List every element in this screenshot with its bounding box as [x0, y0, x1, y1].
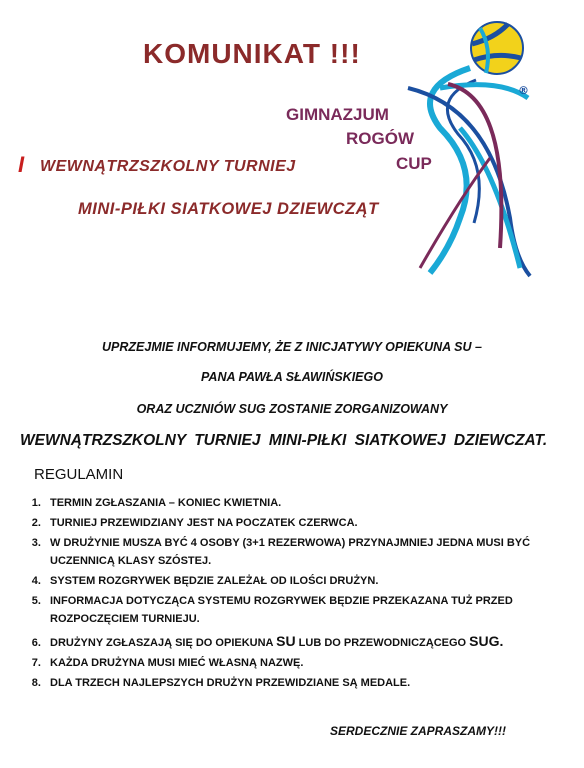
intro-line2: PANA PAWŁA SŁAWIŃSKIEGO: [201, 370, 383, 384]
logo-line-cup: CUP: [396, 154, 432, 173]
rules-list: [18, 494, 584, 694]
registered-mark: ®: [518, 84, 529, 97]
rule6-part-c: LUB DO PRZEWODNICZĄCEGO: [298, 637, 467, 649]
rule-item: 7. KAŻDA DRUŻYNA MUSI MIEĆ WŁASNĄ NAZWĘ.: [44, 654, 584, 672]
intro-line3: ORAZ UCZNIÓW SUG ZOSTANIE ZORGANIZOWANY: [136, 402, 448, 416]
closing-invitation: SERDECZNIE ZAPRASZAMY!!!: [330, 724, 506, 738]
rule-item: 8. DLA TRZECH NAJLEPSZYCH DRUŻYN PRZEWIDZIANE SĄ MEDALE.: [44, 674, 584, 692]
regulamin-heading: REGULAMIN: [34, 466, 124, 483]
logo-line-rogow: ROGÓW: [346, 129, 414, 148]
event-title-line2: MINI-PIŁKI SIATKOWEJ DZIEWCZĄT: [78, 200, 379, 218]
rule-item: 5. INFORMACJA DOTYCZĄCA SYSTEMU ROZGRYWEK BĘDZIE PRZEKAZANA TUŻ PRZED ROZPOCZĘCIEM TURNIEJU.: [44, 592, 584, 628]
page-title: KOMUNIKAT !!!: [143, 38, 361, 69]
rule-item: 4. SYSTEM ROZGRYWEK BĘDZIE ZALEŻAŁ OD ILOŚCI DRUŻYN.: [44, 572, 584, 590]
rule-item: 3. W DRUŻYNIE MUSZA BYĆ 4 OSOBY (3+1 REZERWOWA) PRZYNAJMNIEJ JEDNA MUSI BYĆ UCZENNICĄ KLASY SZÓSTEJ.: [44, 534, 584, 570]
rule-item: [44, 632, 584, 652]
rule6-part-b: SU: [276, 633, 296, 649]
event-title-line1: WEWNĄTRZSZKOLNY TURNIEJ: [40, 158, 296, 175]
rule-item: 2. TURNIEJ PRZEWIDZIANY JEST NA POCZATEK CZERWCA.: [44, 514, 584, 532]
rule-item: 1. TERMIN ZGŁASZANIA – KONIEC KWIETNIA.: [44, 494, 584, 512]
rule6-part-d: SUG.: [469, 633, 504, 649]
volleyball-icon: [471, 22, 523, 74]
intro-line1: UPRZEJMIE INFORMUJEMY, ŻE Z INICJATYWY OPIEKUNA SU –: [102, 340, 482, 354]
intro-line4: WEWNĄTRZSZKOLNY TURNIEJ MINI-PIŁKI SIATKOWEJ DZIEWCZAT.: [20, 432, 548, 449]
logo-line-gimnazjum: GIMNAZJUM: [286, 105, 389, 124]
volleyball-logo: [400, 18, 550, 288]
event-numeral: I: [18, 152, 25, 177]
rule6-part-a: DRUŻYNY ZGŁASZAJĄ SIĘ DO OPIEKUNA: [50, 637, 274, 649]
